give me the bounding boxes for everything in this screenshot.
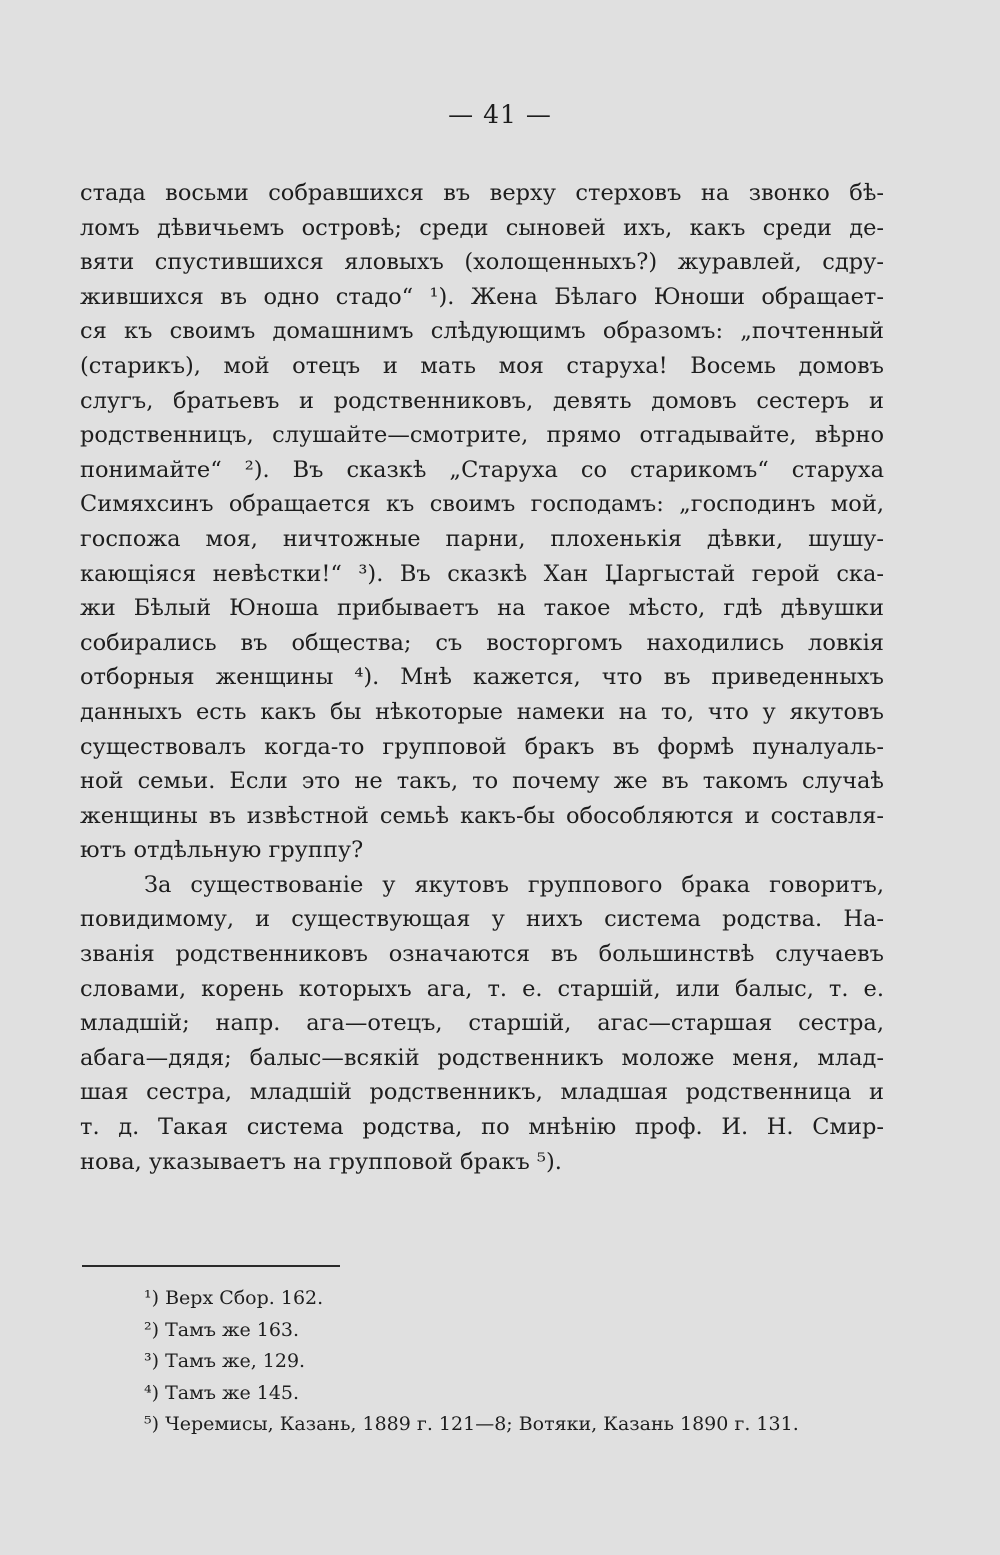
footnote: ¹) Верх Сбор. 162. <box>144 1287 324 1309</box>
text-line: повидимому, и существующая у нихъ система родства. На- <box>80 906 884 933</box>
text-line: ютъ отдѣльную группу? <box>80 837 364 864</box>
text-line: понимайте“ ²). Въ сказкѣ „Старуха со старикомъ“ старуха <box>80 456 884 483</box>
footnotes <box>144 1283 904 1441</box>
text-line: ной семьи. Если это не такъ, то почему же въ такомъ случаѣ <box>80 768 884 795</box>
text-line: слугъ, братьевъ и родственниковъ, девять домовъ сестеръ и <box>80 387 884 414</box>
paragraph-2 <box>80 868 884 1179</box>
text-line: абага—дядя; балыс—всякій родственникъ моложе меня, млад- <box>80 1044 884 1071</box>
text-line: госпожа моя, ничтожные парни, плохенькія дѣвки, шушу- <box>80 525 884 552</box>
footnote: ⁵) Черемисы, Казань, 1889 г. 121—8; Вотяки, Казань 1890 г. 131. <box>144 1413 799 1436</box>
text-line: стада восьми собравшихся въ верху стерховъ на звонко бѣ- <box>80 180 884 206</box>
text-line: собирались въ общества; съ восторгомъ находились ловкія <box>80 629 884 656</box>
text-line: шая сестра, младшій родственникъ, младшая родственница и <box>80 1079 884 1106</box>
text-line: женщины въ извѣстной семьѣ какъ-бы обособляются и составля- <box>80 802 884 829</box>
footnote-divider <box>82 1265 340 1267</box>
footnote: ²) Тамъ же 163. <box>144 1318 300 1341</box>
text-line: родственницъ, слушайте—смотрите, прямо отгадывайте, вѣрно <box>80 422 884 449</box>
text-line: За существованіе у якутовъ группового брака говоритъ, <box>144 871 884 898</box>
text-line: жившихся въ одно стадо“ ¹). Жена Бѣлаго Юноши обращает- <box>80 283 884 310</box>
footnote: ³) Тамъ же, 129. <box>144 1350 306 1373</box>
text-line: ся къ своимъ домашнимъ слѣдующимъ образомъ: „почтенный <box>80 318 884 345</box>
text-line: отборныя женщины ⁴). Мнѣ кажется, что въ приведенныхъ <box>80 664 884 691</box>
text-line: Симяхсинъ обращается къ своимъ господамъ: „господинъ мой, <box>80 491 884 518</box>
text-line: словами, корень которыхъ ага, т. е. старшій, или балыс, т. е. <box>80 975 884 1002</box>
text-line: ломъ дѣвичьемъ островѣ; среди сыновей ихъ, какъ среди де- <box>80 214 884 241</box>
footnote: ⁴) Тамъ же 145. <box>144 1381 300 1404</box>
text-line: существовалъ когда-то групповой бракъ въ формѣ пуналуаль- <box>80 733 884 760</box>
text-line: т. д. Такая система родства, по мнѣнію проф. И. Н. Смир- <box>80 1114 884 1141</box>
text-line: званія родственниковъ означаются въ большинствѣ случаевъ <box>80 941 884 968</box>
text-line: вяти спустившихся яловыхъ (холощенныхъ?) журавлей, сдру- <box>80 249 884 276</box>
text-line: нова, указываетъ на групповой бракъ ⁵). <box>80 1148 562 1175</box>
text-line: жи Бѣлый Юноша прибываетъ на такое мѣсто, гдѣ дѣвушки <box>80 595 884 622</box>
text-line: данныхъ есть какъ бы нѣкоторые намеки на то, что у якутовъ <box>80 698 884 725</box>
paragraph-1 <box>80 176 884 868</box>
text-line: младшій; напр. ага—отецъ, старшій, агас—старшая сестра, <box>80 1010 884 1037</box>
text-line: кающіяся невѣстки!“ ³). Въ сказкѣ Хан Џаргыстай герой ска- <box>80 560 884 587</box>
body-text <box>80 176 884 1179</box>
page-number: — 41 — <box>448 100 552 129</box>
text-line: (старикъ), мой отецъ и мать моя старуха! Восемь домовъ <box>80 352 884 379</box>
